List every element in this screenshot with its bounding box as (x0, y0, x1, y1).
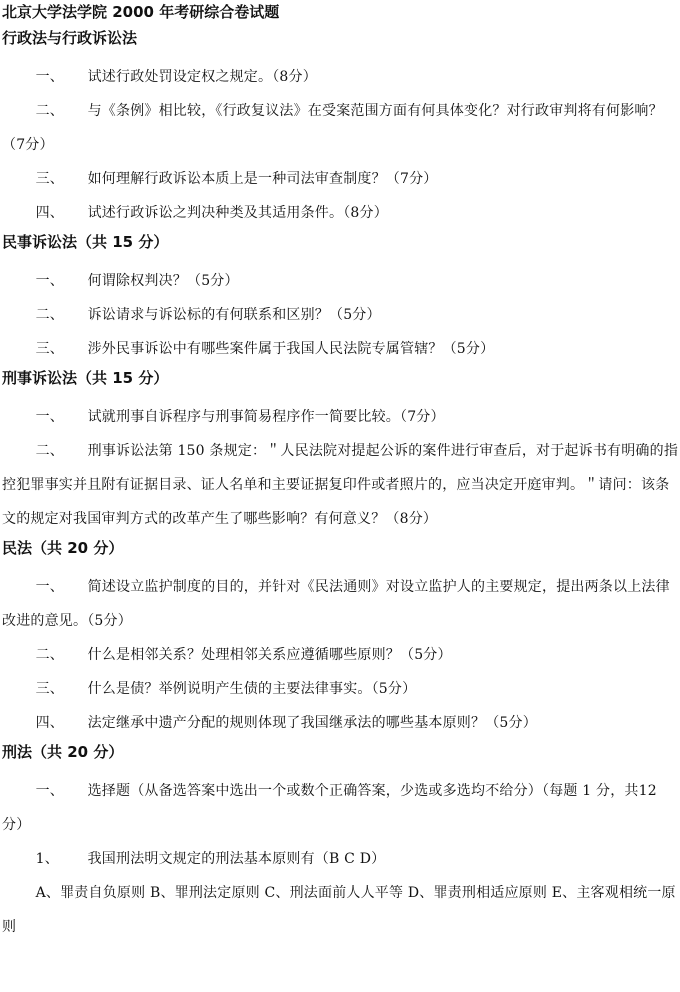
question-number: 三、 (35, 341, 64, 357)
answer-options-text: A、罪责自负原则 B、罪刑法定原则 C、刑法面前人人平等 D、罪责刑相适应原则 E、主客观相统一原则 (2, 885, 676, 935)
question-item (2, 400, 678, 434)
section-heading-administrative-law: 行政法与行政诉讼法 (2, 29, 138, 47)
question-item (2, 570, 678, 638)
document-title: 北京大学法学院 2000 年考研综合卷试题 (2, 3, 280, 21)
question-text: 涉外民事诉讼中有哪些案件属于我国人民法院专属管辖？（5分） (87, 341, 495, 357)
question-item (2, 264, 678, 298)
question-item (2, 196, 678, 230)
section-heading-civil-procedure: 民事诉讼法（共 15 分） (2, 233, 169, 251)
question-text: 简述设立监护制度的目的，并针对《民法通则》对设立监护人的主要规定，提出两条以上法律改进的意见。（5分） (2, 579, 670, 629)
section-heading-civil-law: 民法（共 20 分） (2, 539, 124, 557)
question-number: 二、 (35, 103, 64, 119)
question-number: 一、 (35, 69, 64, 85)
question-number: 一、 (35, 783, 64, 799)
question-number: 一、 (35, 273, 64, 289)
answer-options (2, 876, 678, 944)
question-item (2, 332, 678, 366)
question-text: 试述行政处罚设定权之规定。（8分） (87, 69, 317, 85)
question-text: 试就刑事自诉程序与刑事简易程序作一简要比较。（7分） (87, 409, 445, 425)
question-item (2, 434, 678, 536)
question-number: 二、 (35, 647, 64, 663)
question-number: 二、 (35, 307, 64, 323)
question-item (2, 706, 678, 740)
question-text: 诉讼请求与诉讼标的有何联系和区别？（5分） (87, 307, 381, 323)
question-item (2, 672, 678, 706)
question-text: 法定继承中遗产分配的规则体现了我国继承法的哪些基本原则？（5分） (87, 715, 537, 731)
question-item (2, 638, 678, 672)
question-item (2, 298, 678, 332)
question-text: 试述行政诉讼之判决种类及其适用条件。（8分） (87, 205, 388, 221)
question-item (2, 842, 678, 876)
question-number: 1、 (35, 851, 59, 867)
question-item (2, 162, 678, 196)
question-text: 如何理解行政诉讼本质上是一种司法审查制度？（7分） (87, 171, 438, 187)
question-number: 四、 (35, 715, 64, 731)
section-heading-criminal-procedure: 刑事诉讼法（共 15 分） (2, 369, 169, 387)
question-item (2, 94, 678, 162)
question-text: 什么是相邻关系？处理相邻关系应遵循哪些原则？（5分） (87, 647, 452, 663)
question-text: 与《条例》相比较，《行政复议法》在受案范围方面有何具体变化？对行政审判将有何影响？（7分） (2, 103, 663, 153)
question-number: 一、 (35, 579, 64, 595)
question-text: 何谓除权判决？（5分） (87, 273, 239, 289)
question-number: 三、 (35, 681, 64, 697)
question-text: 我国刑法明文规定的刑法基本原则有（B C D） (87, 851, 386, 867)
section-heading-criminal-law: 刑法（共 20 分） (2, 743, 124, 761)
question-number: 四、 (35, 205, 64, 221)
question-item (2, 774, 678, 842)
question-item (2, 60, 678, 94)
question-number: 一、 (35, 409, 64, 425)
question-text: 选择题（从备选答案中选出一个或数个正确答案，少选或多选均不给分）（每题 1 分，共12分） (2, 783, 657, 833)
question-number: 二、 (35, 443, 64, 459)
question-text: 什么是债？举例说明产生债的主要法律事实。（5分） (87, 681, 417, 697)
question-text: 刑事诉讼法第 150 条规定：＂人民法院对提起公诉的案件进行审查后，对于起诉书有明确的指控犯罪事实并且附有证据目录、证人名单和主要证据复印件或者照片的，应当决定开庭审判。＂请问：该条文的规定对我国审判方式的改革产生了哪些影响？有何意义？（8分） (2, 443, 679, 527)
question-number: 三、 (35, 171, 64, 187)
